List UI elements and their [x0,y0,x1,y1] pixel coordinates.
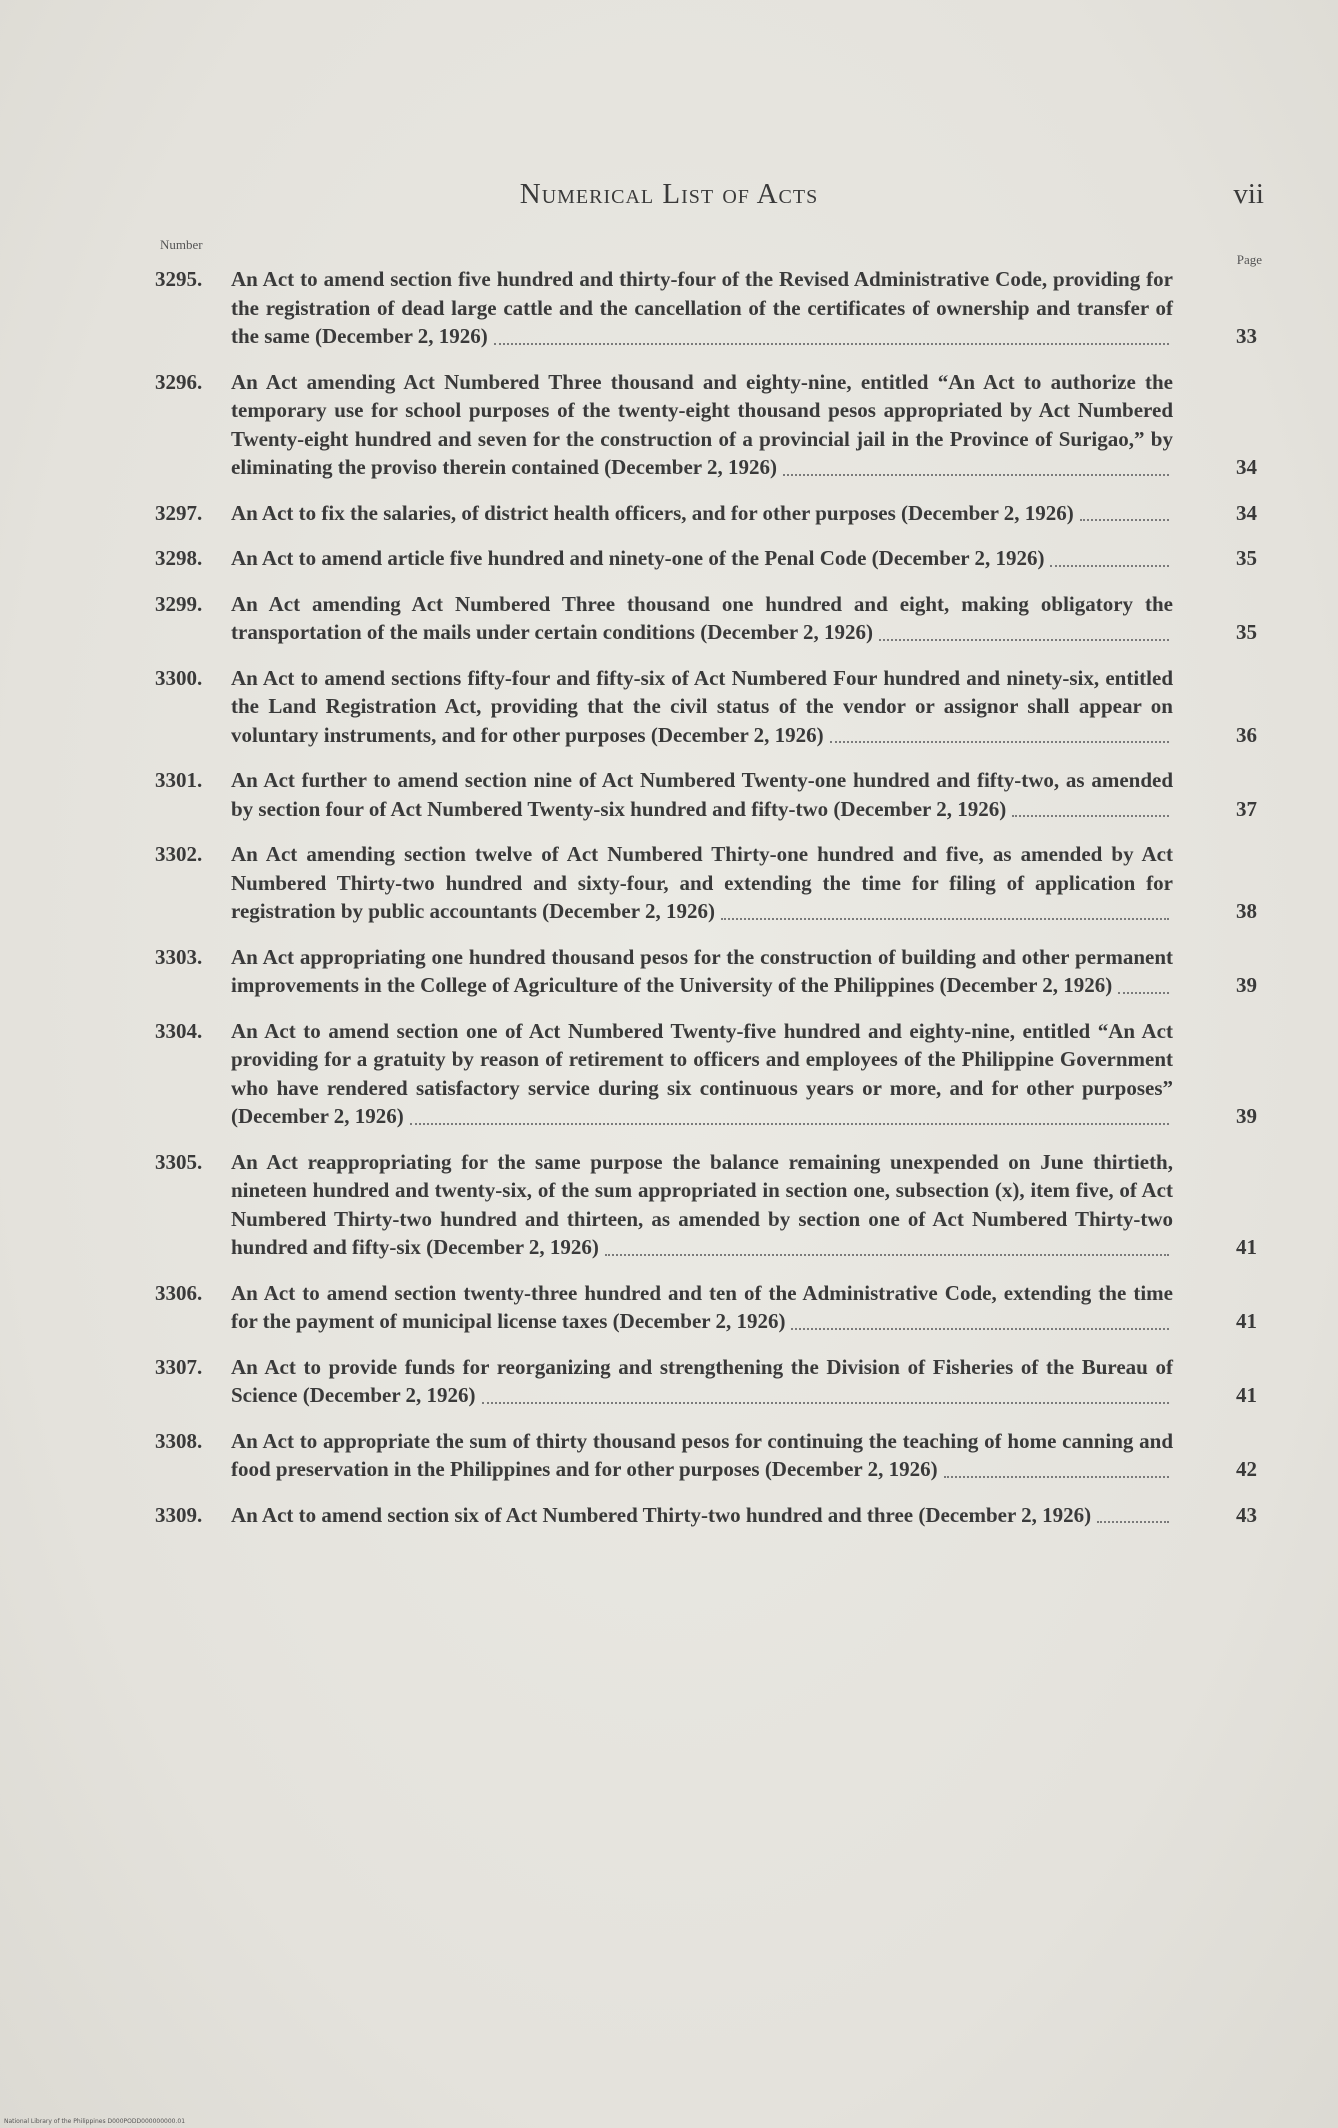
act-number: 3301. [155,768,203,792]
act-description: An Act to fix the salaries, of district health officers, and for other purposes (December 2, 1926) [231,500,1074,525]
list-item [155,544,1265,573]
act-number: 3302. [155,842,203,866]
act-page-number: 43 [1236,1502,1257,1527]
list-item [155,766,1265,823]
act-title [231,1427,1257,1484]
act-description: An Act amending Act Numbered Three thousand and eighty-nine, entitled “An Act to authorize the temporary use for school purposes of the twenty-eight thousand pesos appropriated by Act Numbered Twenty-eight hundred and seven for the construction of a provincial jail in the Province of Surigao,” by eliminating the proviso therein contained (December 2, 1926) [231,369,1173,479]
dot-leader [494,341,1169,345]
library-stamp: National Library of the Philippines D000PODD000000000.01 [4,2118,186,2125]
dot-leader [1012,813,1169,817]
list-item [155,1427,1265,1484]
dot-leader [605,1252,1169,1256]
dot-leader [879,637,1169,641]
act-page-number: 35 [1236,620,1257,644]
number-column-label: Number [160,237,203,252]
act-number: 3308. [155,1428,203,1453]
list-item [155,664,1265,750]
list-item [155,1279,1265,1336]
act-number: 3309. [155,1502,203,1527]
act-page-number: 39 [1236,973,1257,997]
act-page-number: 39 [1236,1104,1257,1128]
act-page-number: 41 [1236,1309,1257,1333]
dot-leader [791,1326,1169,1330]
dot-leader [1118,990,1169,994]
dot-leader [830,739,1169,743]
page-title: Numerical List of Acts [519,178,819,210]
list-item [155,265,1265,351]
act-number: 3298. [155,546,203,570]
act-number: 3306. [155,1280,203,1305]
dot-leader [721,916,1169,920]
list-item [155,1148,1265,1262]
act-description: An Act to amend section six of Act Numbered Thirty-two hundred and three (December 2, 1926) [231,1502,1092,1527]
act-title [231,664,1257,750]
act-title [231,265,1257,351]
act-number: 3307. [155,1354,203,1379]
act-number: 3305. [155,1149,203,1174]
act-number: 3303. [155,944,203,969]
act-number: 3296. [155,369,203,394]
act-title [231,499,1257,528]
list-item [155,1017,1265,1131]
act-page-number: 41 [1236,1383,1257,1407]
act-page-number: 34 [1236,500,1257,525]
dot-leader [410,1121,1169,1125]
page-column-label: Page [1236,252,1262,267]
act-page-number: 38 [1236,899,1257,923]
dot-leader [783,472,1169,476]
act-number: 3297. [155,500,203,525]
act-description: An Act reappropriating for the same purpose the balance remaining unexpended on June thirtieth, nineteen hundred and twenty-six, of the sum appropriated in section one, subsection (x), item five, of Act Numbered Thirty-two hundred and thirteen, as amended by section one of Act Numbered Thirty-two hundred and fifty-six (December 2, 1926) [231,1149,1173,1259]
act-description: An Act to amend section one of Act Numbered Twenty-five hundred and eighty-nine, entitled “An Act providing for a gratuity by reason of retirement to officers and employees of the Philippine Government who have rendered satisfactory service during six continuous years or more, and for other purposes” (December 2, 1926) [231,1018,1173,1128]
act-description: An Act to appropriate the sum of thirty thousand pesos for continuing the teaching of home canning and food preservation in the Philippines and for other purposes (December 2, 1926) [231,1428,1173,1481]
act-page-number: 33 [1236,324,1257,348]
act-title [231,544,1257,573]
acts-list [155,265,1265,1546]
act-page-number: 35 [1236,546,1257,570]
act-title [231,368,1257,482]
dot-leader [944,1474,1169,1478]
list-item [155,499,1265,528]
act-title [231,590,1257,647]
act-number: 3300. [155,665,203,690]
act-title [231,766,1257,823]
act-page-number: 36 [1236,722,1257,747]
act-title [231,1148,1257,1262]
dot-leader [1097,1519,1169,1523]
dot-leader [1050,563,1169,567]
list-item [155,943,1265,1000]
list-item [155,840,1265,926]
list-item [155,1501,1265,1530]
act-number: 3299. [155,591,203,616]
list-item [155,590,1265,647]
act-description: An Act to amend section twenty-three hundred and ten of the Administrative Code, extending the time for the payment of municipal license taxes (December 2, 1926) [231,1280,1173,1333]
act-title [231,1017,1257,1131]
dot-leader [1080,517,1169,521]
act-description: An Act amending section twelve of Act Numbered Thirty-one hundred and five, as amended by Act Numbered Thirty-two hundred and sixty-four, and extending the time for filing of application for registration by public accountants (December 2, 1926) [231,842,1173,923]
act-description: An Act to amend section five hundred and thirty-four of the Revised Administrative Code, providing for the registration of dead large cattle and the cancellation of the certificates of ownership and transfer of the same (December 2, 1926) [231,267,1173,348]
act-description: An Act amending Act Numbered Three thousand one hundred and eight, making obligatory the transportation of the mails under certain conditions (December 2, 1926) [231,591,1173,644]
page-number: vii [1233,178,1264,210]
act-title [231,1279,1257,1336]
list-item [155,1353,1265,1410]
act-title [231,1501,1257,1530]
act-title [231,840,1257,926]
act-page-number: 37 [1236,796,1257,821]
act-description: An Act to amend sections fifty-four and fifty-six of Act Numbered Four hundred and ninety-six, entitled the Land Registration Act, providing that the civil status of the vendor or assignor shall appear on voluntary instruments, and for other purposes (December 2, 1926) [231,665,1173,747]
act-description: An Act further to amend section nine of Act Numbered Twenty-one hundred and fifty-two, as amended by section four of Act Numbered Twenty-six hundred and fifty-two (December 2, 1926) [231,768,1173,821]
act-page-number: 41 [1236,1235,1257,1259]
dot-leader [482,1400,1169,1404]
act-page-number: 42 [1236,1457,1257,1481]
act-title [231,943,1257,1000]
list-item [155,368,1265,482]
act-description: An Act to provide funds for reorganizing and strengthening the Division of Fisheries of the Bureau of Science (December 2, 1926) [231,1354,1173,1407]
act-number: 3295. [155,267,203,291]
act-description: An Act appropriating one hundred thousand pesos for the construction of building and other permanent improvements in the College of Agriculture of the University of the Philippines (December 2, 1926) [231,944,1173,997]
act-title [231,1353,1257,1410]
act-number: 3304. [155,1018,203,1043]
act-description: An Act to amend article five hundred and ninety-one of the Penal Code (December 2, 1926) [231,546,1045,570]
act-page-number: 34 [1236,455,1257,479]
